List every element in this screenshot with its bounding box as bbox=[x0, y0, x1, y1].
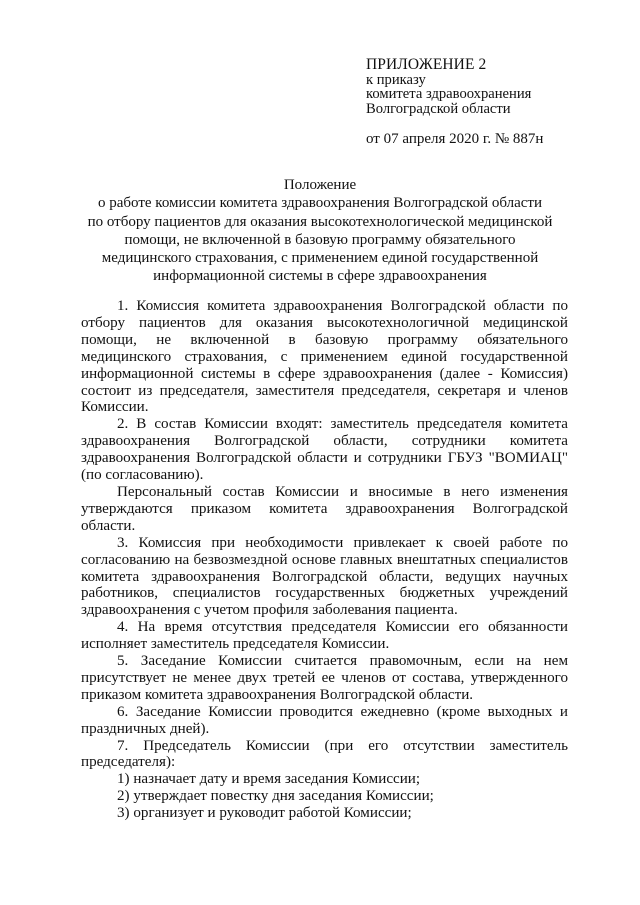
title-line: помощи, не включенной в базовую программу обязательного bbox=[124, 231, 516, 248]
title-line: информационной системы в сфере здравоохранения bbox=[153, 268, 487, 285]
appendix-region-line: Волгоградской области bbox=[366, 100, 511, 117]
body-paragraph: 4. На время отсутствия председателя Комиссии его обязанности исполняет заместитель председателя Комиссии. bbox=[81, 619, 568, 653]
body-paragraph: 5. Заседание Комиссии считается правомочным, если на нем присутствует не менее двух третей ее членов от состава, утвержденного приказом комитета здравоохранения Волгоградской области. bbox=[81, 653, 568, 703]
body-paragraph: Персональный состав Комиссии и вносимые в него изменения утверждаются приказом комитета здравоохранения Волгоградской области. bbox=[81, 483, 568, 534]
appendix-heading: ПРИЛОЖЕНИЕ 2 bbox=[366, 56, 487, 73]
appendix-date-line: от 07 апреля 2020 г. № 887н bbox=[366, 131, 544, 147]
body-paragraph: 3. Комиссия при необходимости привлекает к своей работе по согласованию на безвозмездной основе главных внештатных специалистов комитета здравоохранения Волгоградской области, ведущих научных работников, специалистов государственных бюджетных учреждений здравоохранения с учетом профиля заболевания пациента. bbox=[81, 534, 568, 619]
body-paragraph: 6. Заседание Комиссии проводится ежедневно (кроме выходных и праздничных дней). bbox=[81, 703, 568, 737]
list-item: 1) назначает дату и время заседания Комиссии; bbox=[117, 771, 421, 788]
title-line: по отбору пациентов для оказания высокотехнологической медицинской bbox=[87, 213, 553, 230]
title-line: медицинского страхования, с применением единой государственной bbox=[101, 250, 539, 267]
body-paragraph: 2. В состав Комиссии входят: заместитель председателя комитета здравоохранения Волгоградской области, сотрудники комитета здравоохранения Волгоградской области и сотрудники ГБУЗ "ВОМИАЦ" (по согласованию). bbox=[81, 416, 568, 484]
list-item: 2) утверждает повестку дня заседания Комиссии; bbox=[117, 788, 434, 805]
title-line: о работе комиссии комитета здравоохранения Волгоградской области bbox=[97, 195, 543, 212]
body-paragraph: 1. Комиссия комитета здравоохранения Волгоградской области по отбору пациентов для оказания высокотехнологичной медицинской помощи, не включенной в базовую программу обязательного медицинского страхования, с применением единой государственной информационной системы в сфере здравоохранения (далее - Комиссия) состоит из председателя, заместителя председателя, секретаря и членов Комиссии. bbox=[81, 298, 568, 416]
list-item: 3) организует и руководит работой Комиссии; bbox=[117, 805, 412, 822]
document-title bbox=[40, 176, 600, 286]
appendix-order-line: к приказу bbox=[366, 71, 426, 88]
title-line: Положение bbox=[283, 177, 357, 193]
document-body bbox=[81, 298, 568, 822]
body-paragraph: 7. Председатель Комиссии (при его отсутствии заместитель председателя): bbox=[81, 737, 568, 771]
appendix-committee-line: комитета здравоохранения bbox=[366, 86, 532, 102]
appendix-header bbox=[366, 58, 543, 147]
